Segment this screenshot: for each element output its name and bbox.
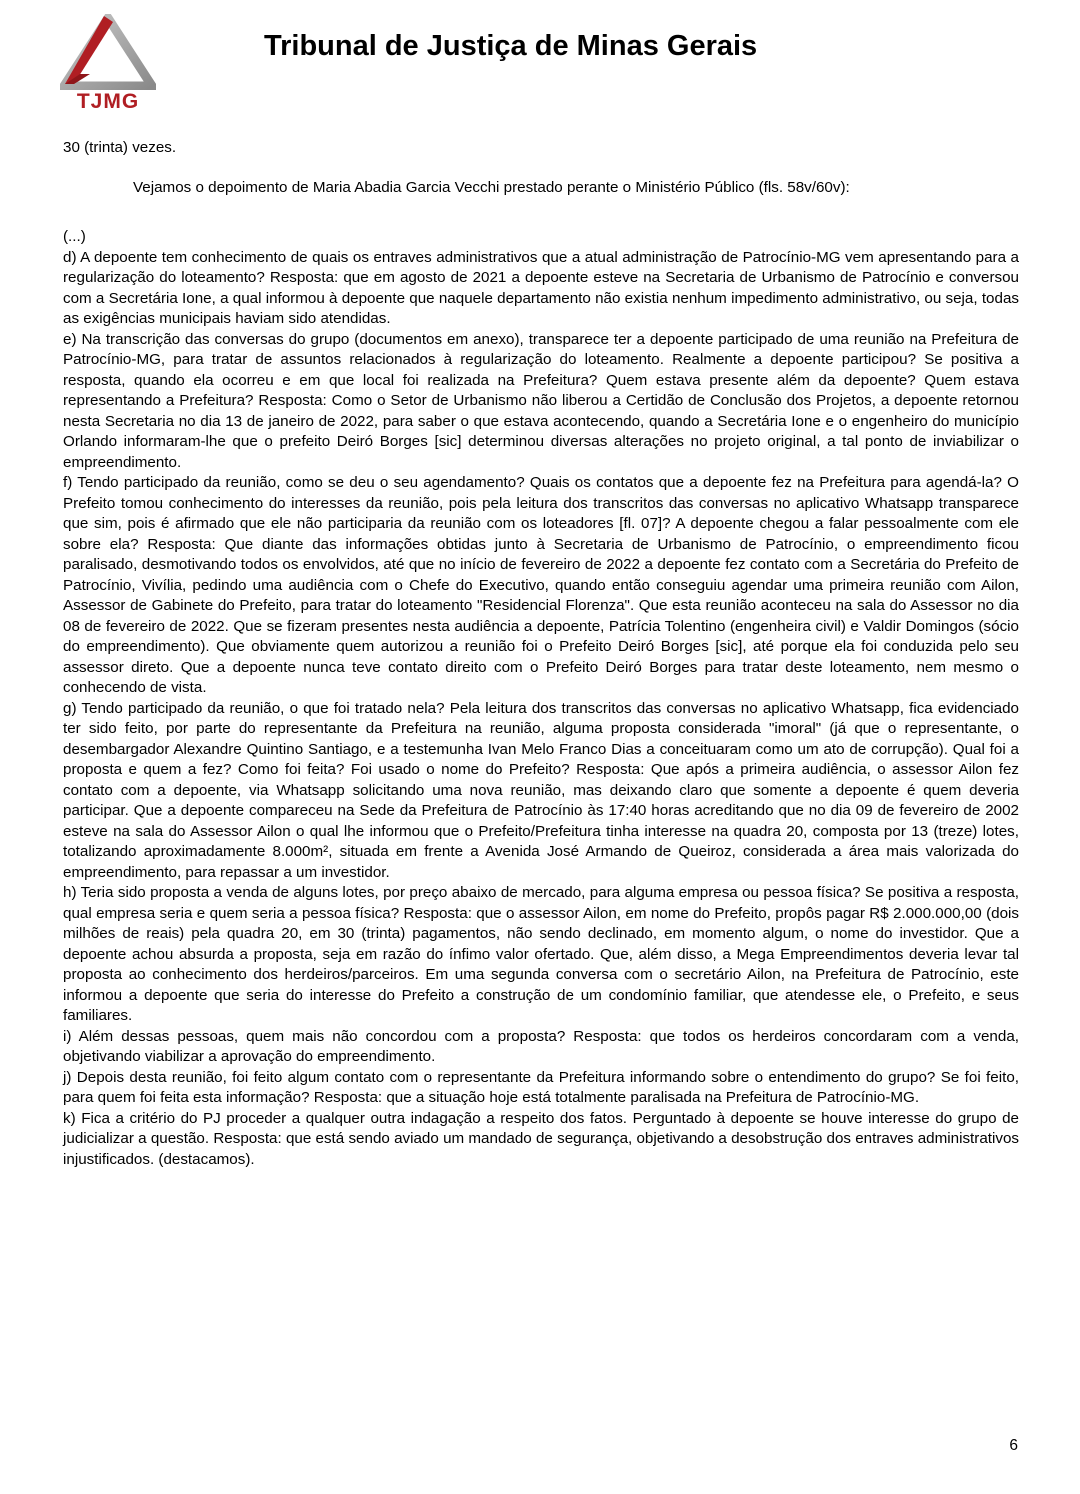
court-title: Tribunal de Justiça de Minas Gerais [264,30,758,62]
paragraph-g: g) Tendo participado da reunião, o que foi tratado nela? Pela leitura dos transcritos das conversas no aplicativo Whatsapp, fica evidenciado ter sido feito, por parte do representante da Prefeitura na reunião, alguma proposta considerada "imoral" (já que o representante, o desembargador Alexandre Quintino Santiago, e a testemunha Ivan Melo Franco Dias a conceituaram como um ato de corrupção). Qual foi a proposta e quem a fez? Como foi feita? Foi usado o nome do Prefeito? Resposta: Que após a primeira audiência, o assessor Ailon fez contato com a depoente, via Whatsapp solicitando uma nova reunião, mas deixando claro que somente a depoente é quem deveria participar. Que a depoente compareceu na Sede da Prefeitura de Patrocínio às 17:40 horas acreditando que no dia 09 de fevereiro de 2002 esteve na sala do Assessor Ailon o qual lhe informou que o Prefeito/Prefeitura tinha interesse na quadra 20, composta por 13 (treze) lotes, totalizando aproximadamente 8.000m², situada em frente a Avenida José Armando de Queiroz, considerada a área mais valorizada do empreendimento, para repassar a um investidor. [63,699,1019,881]
intro-paragraph: Vejamos o depoimento de Maria Abadia Garcia Vecchi prestado perante o Ministério Público (fls. 58v/60v): [133,178,850,196]
paragraph-k: k) Fica a critério do PJ proceder a qualquer outra indagação a respeito dos fatos. Perguntado à depoente se houve interesse do grupo de judicializar a questão. Resposta: que está sendo aviado um mandado de segurança, objetivando a desobstrução dos entraves administrativos injustificados. (destacamos). [63,1109,1019,1168]
document-header [0,0,1080,125]
page-number: 6 [1009,1437,1018,1454]
tjmg-logo [60,14,156,118]
paragraph-e: e) Na transcrição das conversas do grupo (documentos em anexo), transparece ter a depoente participado de uma reunião na Prefeitura de Patrocínio-MG, para tratar de assuntos relacionados à regularização do loteamento. Realmente a depoente participou? Se positiva a resposta, quando ela ocorreu e em que local foi realizada na Prefeitura? Quem estava presente além da depoente? Quem estava representando a Prefeitura? Resposta: Como o Setor de Urbanismo não liberou a Certidão de Conclusão dos Projetos, a depoente retornou nesta Secretaria no dia 13 de janeiro de 2022, para saber o que estava acontecendo, quando a Secretária Ione e o engenheiro do município Orlando informaram-lhe que o prefeito Deiró Borges [sic] determinou diversas alterações no projeto original, a tal ponto de inviabilizar o empreendimento. [63,330,1019,471]
logo-text: TJMG [76,90,140,113]
paragraph-i: i) Além dessas pessoas, quem mais não concordou com a proposta? Resposta: que todos os herdeiros concordaram com a venda, objetivando viabilizar a aprovação do empreendimento. [63,1027,1019,1065]
ellipsis-line: (...) [63,228,86,245]
paragraph-j: j) Depois desta reunião, foi feito algum contato com o representante da Prefeitura informando sobre o entendimento do grupo? Se foi feito, para quem foi feita esta informação? Resposta: que a situação hoje está totalmente paralisada na Prefeitura de Patrocínio-MG. [63,1068,1019,1106]
paragraph-f: f) Tendo participado da reunião, como se deu o seu agendamento? Quais os contatos que a depoente fez na Prefeitura para agendá-la? O Prefeito tomou conhecimento do interesses da reunião, pois pela leitura dos transcritos das conversas no aplicativo Whatsapp transparece que sim, pois é afirmado que ele não participaria da reunião com os loteadores [fl. 07]? A depoente chegou a falar pessoalmente com ele sobre ela? Resposta: Que diante das informações obtidas junto à Secretaria de Urbanismo de Patrocínio, o empreendimento ficou paralisado, desmotivando todos os envolvidos, até que no início de fevereiro de 2022 a depoente fez contato com a Secretária do Prefeito de Patrocínio, Vivília, pedindo uma audiência com o Chefe do Executivo, quando então conseguiu agendar uma primeira reunião com Ailon, Assessor de Gabinete do Prefeito, para tratar do loteamento "Residencial Florenza". Que esta reunião aconteceu na sala do Assessor no dia 08 de fevereiro de 2022. Que se fizeram presentes nesta audiência a depoente, Patrícia Tolentino (engenheira civil) e Valdir Domingos (sócio do empreendimento). Que obviamente quem autorizou a reunião foi o Prefeito Deiró Borges [sic], até porque ela foi conduzida pelo seu assessor direto. Que a depoente nunca teve contato direito com o Prefeito Deiró Borges para tratar deste loteamento, nem mesmo o conhecendo de vista. [63,474,1019,696]
lead-line: 30 (trinta) vezes. [63,139,177,156]
document-body [63,138,1019,1170]
paragraph-d: d) A depoente tem conhecimento de quais os entraves administrativos que a atual administração de Patrocínio-MG vem apresentando para a regularização do loteamento? Resposta: que em agosto de 2021 a depoente esteve na Secretaria de Urbanismo de Patrocínio e conversou com a Secretária Ione, a qual informou à depoente que naquele departamento não existia nenhum impedimento administrativo, ou seja, todas as exigências municipais haviam sido atendidas. [63,248,1019,327]
tjmg-triangle-icon [60,14,156,90]
paragraph-h: h) Teria sido proposta a venda de alguns lotes, por preço abaixo de mercado, para alguma empresa ou pessoa física? Se positiva a resposta, qual empresa seria e quem seria a pessoa física? Resposta: que o assessor Ailon, em nome do Prefeito, propôs pagar R$ 2.000.000,00 (dois milhões de reais) pela quadra 20, em 30 (trinta) pagamentos, não sendo declinado, em momento algum, o nome do investidor. Que a depoente achou absurda a proposta, seja em razão do ínfimo valor ofertado. Que, além disso, a Mega Empreendimentos deveria levar tal proposta ao conhecimento dos herdeiros/parceiros. Em uma segunda conversa com o secretário Ailon, na Prefeitura de Patrocínio, este informou a depoente que seria do interesse do Prefeito a construção de um condomínio familiar, que atendesse ele, o Prefeito, e seus familiares. [63,884,1019,1024]
